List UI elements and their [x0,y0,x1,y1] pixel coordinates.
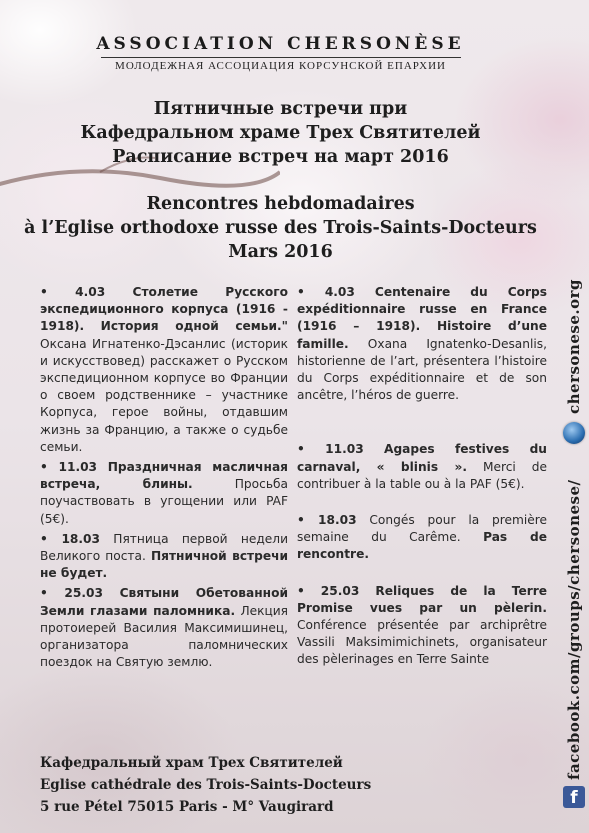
fr-heading-line-3: Mars 2016 [228,242,333,262]
ru-heading-line-1: Пятничные встречи при [153,99,408,119]
fr-item-body: Congés pour la première semaine du Carême. [297,513,548,545]
association-subtitle: МОЛОДЕЖНАЯ АССОЦИАЦИЯ КОРСУНСКОЙ ЕПАРХИИ [115,60,446,72]
ru-item-title: • 25.03 Святыни Обетованной Земли глазами паломника. [40,586,288,618]
footer-line-ru-cathedral: Кафедральный храм Трех Святителей [40,755,343,771]
fr-item-note: Pas de rencontre. [297,530,547,562]
fr-item-title: • 4.03 Centenaire du Corps expéditionnaire russe en France (1916 – 1918). Histoire d’une famille. [297,285,547,351]
footer-line-address: 5 rue Pétel 75015 Paris - M° Vaugirard [40,799,334,815]
links-sidebar [559,279,589,833]
association-title: ASSOCIATION CHERSONÈSE [96,34,465,54]
ru-item-2503 [40,585,288,671]
website-link[interactable]: chersonese.org [565,279,583,414]
facebook-link[interactable]: facebook.com/groups/chersonese/ [565,479,583,780]
fr-item-title: • 25.03 Reliques de la Terre Promise vues par un pèlerin. [297,583,547,615]
ru-item-title: • 4.03 Столетие Русского экспедиционного корпуса (1916 - 1918). История одной семьи." [40,285,288,334]
russian-heading [0,97,561,169]
fr-item-body: Merci de contribuer à la table ou à la PAF (5€). [297,459,547,491]
french-schedule-column [297,284,547,672]
ru-item-body: Просьба поучаствовать в угощении или PAF (5€). [40,477,288,526]
ru-item-body: Пятница первой недели Великого поста. [40,531,288,564]
ru-item-title: • 18.03 [40,531,100,546]
ru-item-body: Оксана Игнатенко-Дэсанлис (историк и искусствовед) расскажет о Русском экспедиционном корпусе во Франции о своем родственнике – участнике Корпуса, герое войны, отдавшим жизнь за Францию, а также о судьбе семьи. [40,336,288,454]
association-header [0,34,561,72]
globe-icon [563,422,585,444]
header-divider [101,57,461,58]
fr-item-title: • 18.03 [297,513,357,528]
ru-item-body: Лекция протоиерей Василия Максимишинец, организатора паломнических поездок на Святую землю. [40,603,289,670]
fr-item-title: • 11.03 Agapes festives du carnaval, « blinis ». [297,442,547,474]
fr-item-1103 [297,441,547,493]
ru-item-1103 [40,459,288,528]
french-heading [0,192,561,264]
spacer [297,567,547,583]
spacer [297,407,547,441]
ru-item-title: • 11.03 Праздничная масличная встреча, блины. [40,460,288,492]
fr-item-2503 [297,583,547,669]
ru-item-1803 [40,531,288,583]
fr-heading-line-1: Rencontres hebdomadaires [146,194,415,214]
russian-schedule-column [40,284,288,674]
ru-item-note: Пятничной встречи не будет. [40,549,289,581]
ru-heading-line-2: Кафедральном храме Трех Святителей [80,123,481,143]
footer-line-fr-cathedral: Eglise cathédrale des Trois-Saints-Docteurs [40,777,372,793]
ru-heading-line-3: Расписание встреч на март 2016 [112,147,449,167]
fr-item-body: Conférence présentée par archiprêtre Vassili Maksimimichinets, organisateur des pèlerinages en Terre Sainte [297,618,547,667]
ru-item-0403 [40,284,288,456]
fr-item-body: Oxana Ignatenko-Desanlis, historienne de l’art, présentera l’histoire du Corps expéditionnaire et de son ancêtre, l’héros de guerre. [297,336,547,403]
facebook-icon[interactable]: f [563,786,585,808]
fr-item-1803 [297,512,547,564]
fr-heading-line-2: à l’Eglise orthodoxe russe des Trois-Saints-Docteurs [24,218,537,238]
fr-item-0403 [297,284,547,404]
spacer [297,496,547,512]
address-footer [40,752,371,818]
